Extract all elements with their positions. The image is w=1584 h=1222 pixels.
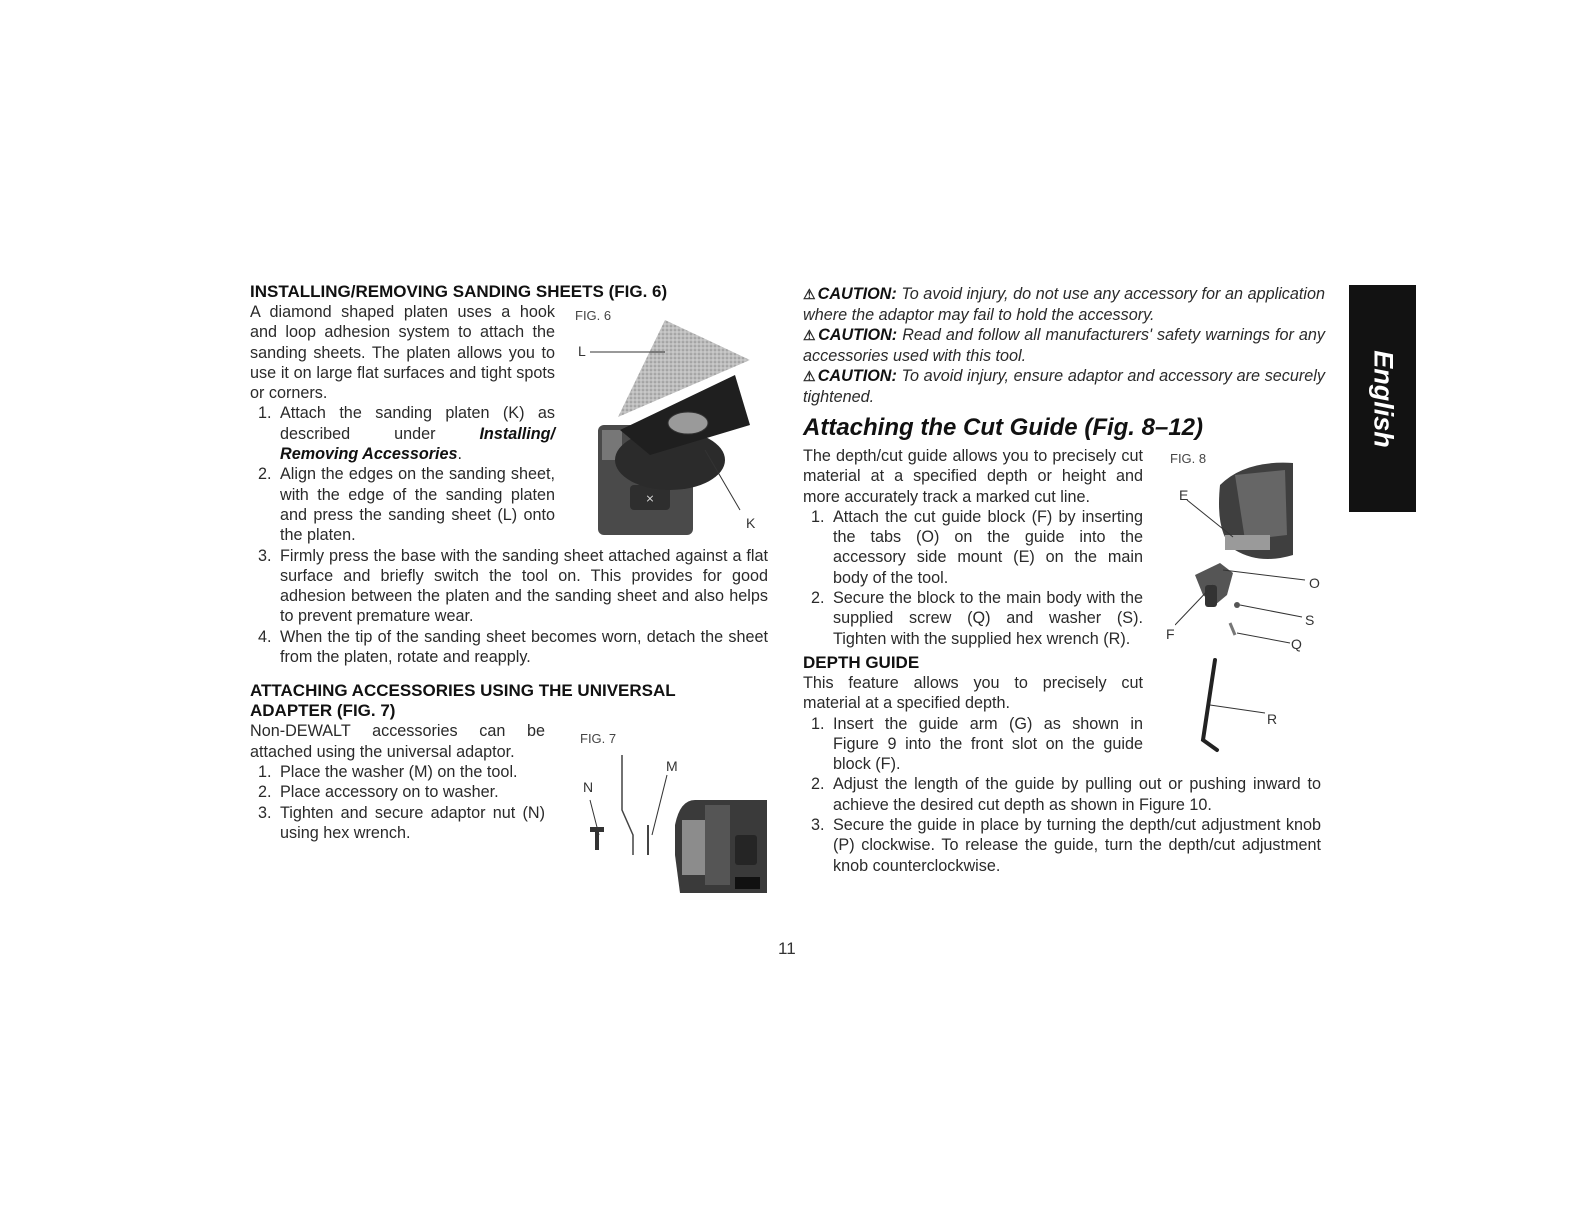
callout-Q: Q [1291, 636, 1302, 652]
list-item: 2. Place accessory on to washer. [258, 783, 499, 802]
fig7-label: FIG. 7 [580, 731, 617, 746]
callout-S: S [1305, 612, 1315, 628]
list-item: 3. Firmly press the base with the sanding sheet attached against a flat surface and briefly switch the tool on. This provides for good adhesion between the platen and the sanding sheet and also helps to prevent premature wear. [258, 546, 768, 626]
list-item: 2. Secure the block to the main body with the supplied screw (Q) and washer (S). Tighten with the supplied hex wrench (R). [811, 589, 1143, 648]
cut-guide-title: Attaching the Cut Guide (Fig. 8–12) [803, 414, 1204, 441]
sanding-sheets-heading: INSTALLING/REMOVING SANDING SHEETS (FIG. 6) [250, 282, 668, 301]
depth-guide-intro: This feature allows you to precisely cut material at a specified depth. [803, 673, 1143, 713]
sanding-steps-list [250, 403, 555, 545]
fig7-universal-adapter-illustration [585, 745, 770, 895]
list-item: 2. Adjust the length of the guide by pulling out or pushing inward to achieve the desired cut depth as shown in Figure 10. [811, 775, 1321, 814]
adapter-steps-list [250, 762, 545, 843]
callout-O: O [1309, 575, 1320, 591]
depth-guide-steps-list-wide [803, 774, 1321, 875]
caution-1: ⚠ CAUTION: To avoid injury, do not use any accessory for an application where the adaptor may fail to hold the accessory. [803, 285, 1325, 324]
fig8-label: FIG. 8 [1170, 451, 1207, 466]
fig6-label: FIG. 6 [575, 308, 612, 323]
list-item: 1. Attach the cut guide block (F) by inserting the tabs (O) on the guide into the accessory side mount (E) on the main body of the tool. [811, 507, 1143, 587]
warning-icon: ⚠ [803, 286, 816, 302]
cross-reference: Installing/ Removing Accessories [280, 424, 555, 464]
list-item: 3. Tighten and secure adaptor nut (N) using hex wrench. [258, 803, 545, 842]
sanding-intro: A diamond shaped platen uses a hook and loop adhesion system to attach the sanding sheets. The platen allows you to use it on large flat surfaces and tight spots or corners. [250, 303, 555, 403]
callout-N: N [583, 779, 594, 795]
fig8-cut-guide-illustration [1175, 455, 1310, 760]
callout-L: L [578, 343, 586, 359]
callout-K: K [746, 515, 756, 531]
depth-guide-steps-list [803, 714, 1143, 775]
callout-E: E [1179, 487, 1189, 503]
caution-2: ⚠ CAUTION: Read and follow all manufacturers' safety warnings for any accessories used with this tool. [803, 326, 1325, 365]
adapter-intro: Non-DEWALT accessories can be attached using the universal adaptor. [250, 722, 545, 761]
cut-guide-intro: The depth/cut guide allows you to precisely cut material at a specified depth or height and more accurately track a marked cut line. [803, 447, 1143, 506]
cut-guide-steps-list [803, 507, 1143, 649]
svg-text:⨯: ⨯ [645, 492, 655, 505]
universal-adapter-heading: ATTACHING ACCESSORIES USING THE UNIVERSAL ADAPTER (FIG. 7) [250, 681, 676, 721]
list-item: 1. Place the washer (M) on the tool. [258, 762, 518, 781]
list-item: 2. Align the edges on the sanding sheet, with the edge of the sanding platen and press the sanding sheet (L) onto the platen. [258, 465, 555, 545]
page-number: 11 [778, 939, 796, 958]
depth-guide-heading: DEPTH GUIDE [803, 652, 920, 672]
language-tab: English [1349, 285, 1416, 512]
list-item: 1. Insert the guide arm (G) as shown in Figure 9 into the front slot on the guide block (F). [811, 714, 1143, 774]
list-item: 1. Attach the sanding platen (K) as described under Installing/ Removing Accessories. [258, 404, 555, 464]
callout-F: F [1166, 626, 1175, 642]
sanding-steps-list-wide [250, 546, 768, 668]
list-item: 4. When the tip of the sanding sheet becomes worn, detach the sheet from the platen, rotate and reapply. [258, 627, 768, 667]
fig6-sanding-platen-illustration [590, 305, 765, 545]
list-item: 3. Secure the guide in place by turning the depth/cut adjustment knob (P) clockwise. To release the guide, turn the depth/cut adjustment knob counterclockwise. [811, 816, 1321, 875]
caution-3: ⚠ CAUTION: To avoid injury, ensure adaptor and accessory are securely tightened. [803, 367, 1325, 406]
callout-M: M [666, 758, 678, 774]
warning-icon: ⚠ [803, 327, 817, 343]
warning-icon: ⚠ [803, 368, 816, 384]
callout-R: R [1267, 711, 1278, 727]
